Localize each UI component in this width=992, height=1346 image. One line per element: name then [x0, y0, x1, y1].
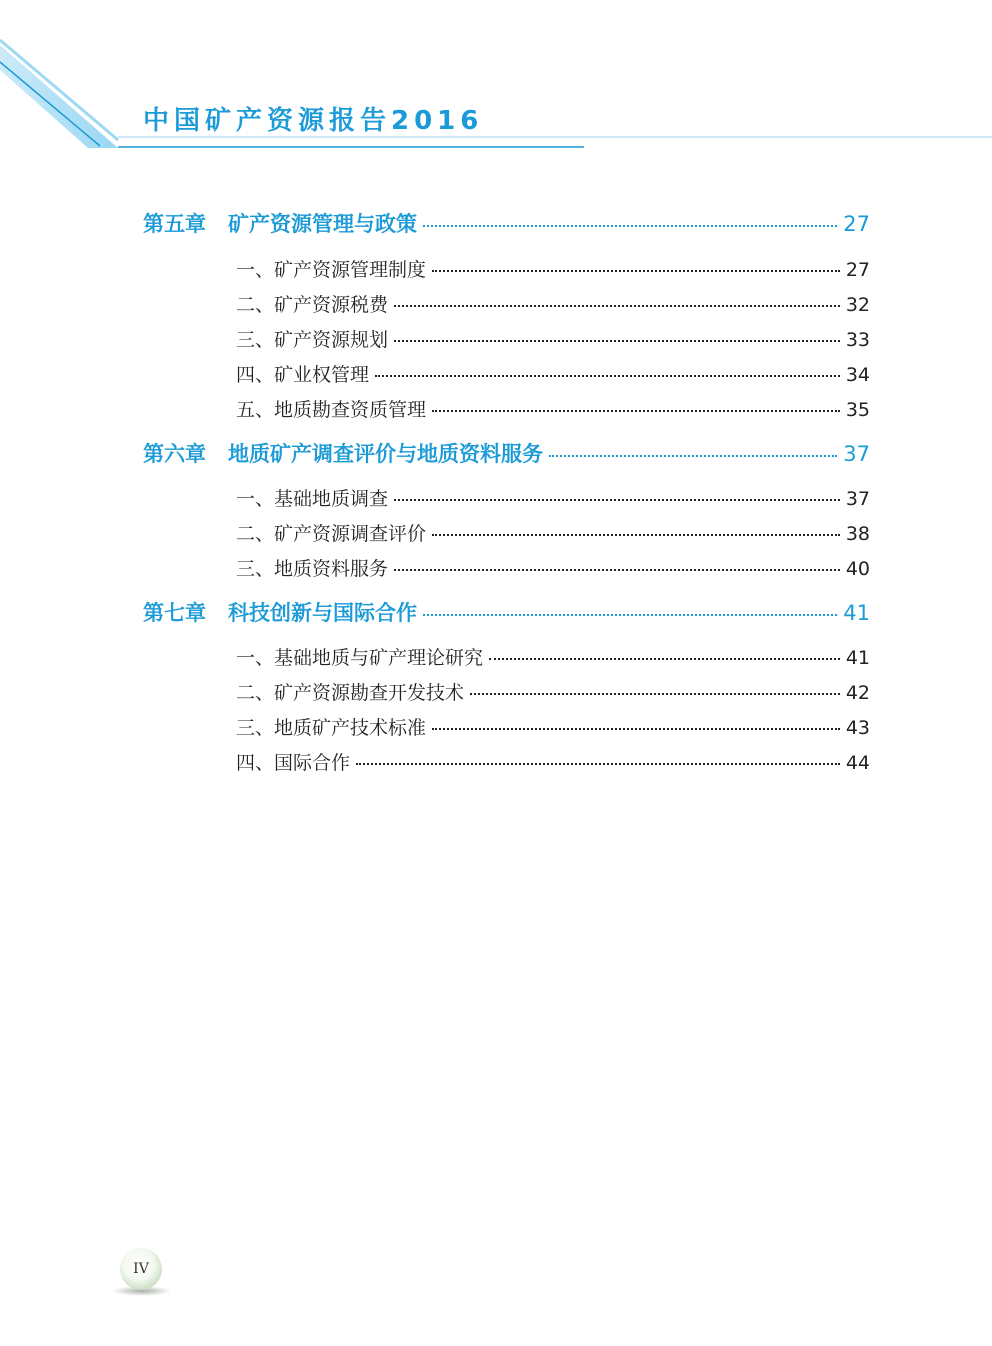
- toc-section[interactable]: [236, 255, 870, 282]
- section-page: 35: [845, 399, 870, 421]
- toc-section[interactable]: [236, 678, 870, 705]
- dot-leader: [375, 375, 840, 377]
- chapter-number: 第六章: [143, 442, 206, 466]
- chapter-title: 矿产资源管理与政策: [228, 212, 417, 236]
- section-page: 40: [845, 558, 870, 580]
- dot-leader: [432, 410, 840, 412]
- section-title: 一、矿产资源管理制度: [236, 259, 427, 281]
- section-page: 38: [845, 523, 870, 545]
- chapter-number: 第七章: [143, 601, 206, 625]
- toc-section[interactable]: [236, 748, 870, 775]
- toc-chapter-6[interactable]: [143, 438, 870, 468]
- toc-section[interactable]: [236, 484, 870, 511]
- dot-leader: [356, 763, 840, 765]
- dot-leader: [394, 499, 840, 501]
- dot-leader: [394, 569, 840, 571]
- report-title: 中国矿产资源报告2016: [143, 106, 484, 136]
- dot-leader: [423, 225, 837, 227]
- section-title: 一、基础地质调查: [236, 488, 389, 510]
- section-title: 五、地质勘查资质管理: [236, 399, 427, 421]
- toc-chapter-7[interactable]: [143, 597, 870, 627]
- chapter-title: 地质矿产调查评价与地质资料服务: [228, 442, 543, 466]
- toc-section[interactable]: [236, 360, 870, 387]
- toc-section[interactable]: [236, 395, 870, 422]
- chapter-page: 27: [843, 212, 870, 236]
- toc-section[interactable]: [236, 713, 870, 740]
- chapter-title: 科技创新与国际合作: [228, 601, 417, 625]
- chapter-page: 37: [843, 442, 870, 466]
- section-page: 32: [845, 294, 870, 316]
- dot-leader: [432, 534, 840, 536]
- dot-leader: [549, 455, 837, 457]
- dot-leader: [432, 270, 840, 272]
- section-page: 43: [845, 717, 870, 739]
- section-title: 四、国际合作: [236, 752, 351, 774]
- section-page: 37: [845, 488, 870, 510]
- dot-leader: [432, 728, 840, 730]
- toc-section[interactable]: [236, 643, 870, 670]
- page-number-badge: [120, 1248, 162, 1290]
- dot-leader: [394, 305, 840, 307]
- section-title: 三、矿产资源规划: [236, 329, 389, 351]
- section-page: 44: [845, 752, 870, 774]
- dot-leader: [394, 340, 840, 342]
- toc-section[interactable]: [236, 519, 870, 546]
- dot-leader: [423, 614, 837, 616]
- chapter-page: 41: [843, 601, 870, 625]
- toc-chapter-5[interactable]: [143, 208, 870, 238]
- page-number: IV: [133, 1261, 149, 1277]
- dot-leader: [470, 693, 840, 695]
- section-title: 二、矿产资源税费: [236, 294, 389, 316]
- section-title: 一、基础地质与矿产理论研究: [236, 647, 484, 669]
- section-title: 四、矿业权管理: [236, 364, 370, 386]
- chapter-number: 第五章: [143, 212, 206, 236]
- section-page: 42: [845, 682, 870, 704]
- toc-section[interactable]: [236, 325, 870, 352]
- section-page: 27: [845, 259, 870, 281]
- section-page: 41: [845, 647, 870, 669]
- section-title: 三、地质资料服务: [236, 558, 389, 580]
- toc-section[interactable]: [236, 290, 870, 317]
- section-title: 二、矿产资源调查评价: [236, 523, 427, 545]
- dot-leader: [489, 658, 840, 660]
- section-page: 33: [845, 329, 870, 351]
- section-page: 34: [845, 364, 870, 386]
- section-title: 三、地质矿产技术标准: [236, 717, 427, 739]
- section-title: 二、矿产资源勘查开发技术: [236, 682, 465, 704]
- toc-section[interactable]: [236, 554, 870, 581]
